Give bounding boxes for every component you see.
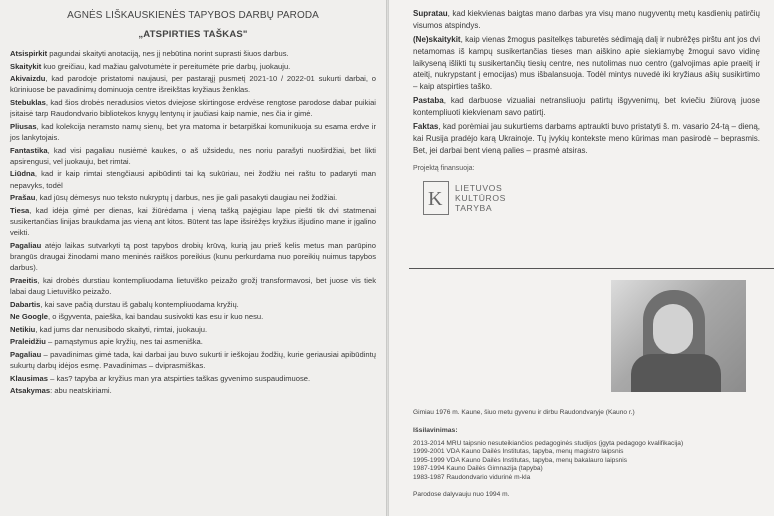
paragraph-term: Akivaizdu (10, 74, 46, 84)
artist-portrait (611, 280, 746, 392)
education-item: 1999-2001 VDA Kauno Dailės Institutas, tapyba, menų magistro laipsnis (413, 448, 624, 456)
paragraph-text: , kad kiekvienas baigtas mano darbas yra visų mano nugyventų metų kasdienių patirčių visumos atspindys. (413, 9, 760, 30)
paragraph-text: , kad parodoje pristatomi naujausi, per pastarąjį pusmetį 2021-10 / 2022-01 sukurti darbai, o kūriniuose be pavadinimų dominuoja centre išreikštas kryžiaus ženklas. (10, 74, 376, 95)
paragraph-text: , kai drobės durstiau kontempliuodama lietuviško peizažo grožį transformavosi, bet juose vis tiek labai daug Lietuviško peizažo. (10, 275, 376, 296)
exhibitions-since: Parodose dalyvauju nuo 1994 m. (413, 491, 510, 498)
paragraph-text: pagundai skaityti anotaciją, nes jį nebūtina norint suprasti šiuos darbus. (47, 49, 289, 58)
paragraph-term: Pliusas (10, 121, 37, 131)
paragraph (10, 145, 376, 167)
paragraph-term: Praeitis (10, 275, 38, 285)
education-item: 2013-2014 MRU taipsnio nesuteikiančios pedagoginės studijos (įgyta pedagogo kvalifikacija) (413, 440, 684, 447)
paragraph-text: , kad ir kaip rimtai stengčiausi apibūdinti tai ką sukūriau, nei žodžiu nei raštu to padaryti man nepavyks, todėl (10, 169, 376, 190)
education-title: Išsilavinimas: (413, 427, 458, 434)
paragraph-term: Stebuklas (10, 97, 46, 107)
bio-born: Gimiau 1976 m. Kaune, šiuo metu gyvenu ir dirbu Raudondvaryje (Kauno r.) (413, 409, 635, 416)
paragraph-term: Klausimas (10, 373, 48, 383)
right-sheet (389, 0, 774, 516)
paragraph (10, 121, 376, 143)
paragraph (10, 61, 376, 72)
paragraph (10, 275, 376, 297)
paragraph-term: Dabartis (10, 299, 41, 309)
paragraph-term: Ne Google (10, 312, 48, 322)
paragraph-text: , kad idėja gimė per dienas, kai žiūrėdama į vieną tašką pajėgiau lape piešti tik dvi statmenai susikertančias linijas braukdama jas vieną ant kitos. Būtent tas lape išsirėžęs kryžius išjudino mane ir įgalino veikti. (10, 205, 376, 238)
paragraph-term: Pastaba (413, 96, 444, 106)
left-text-body (10, 48, 376, 397)
paragraph-term: Netikiu (10, 324, 36, 334)
paragraph-text: , kad kolekcija neramsto namų sienų, bet yra matoma ir betarpiškai komunikuoja su esama erdve ir jos lankytojais. (10, 121, 376, 142)
paragraph (10, 73, 376, 95)
right-text-body (413, 8, 760, 157)
education-item: 1995-1999 VDA Kauno Dailės Institutas, tapyba, menų bakalauro laipsnis (413, 456, 628, 464)
culture-council-logo (423, 178, 760, 218)
paragraph-text: , kad jums dar nenusibodo skaityti, rimtai, juokauju. (35, 324, 208, 334)
paragraph (10, 192, 376, 203)
paragraph (413, 121, 760, 156)
paragraph (10, 97, 376, 119)
paragraph (10, 48, 376, 59)
paragraph (10, 240, 376, 274)
paragraph-text: – pamąstymus apie kryžių, nes tai asmeniška. (45, 337, 203, 347)
exhibition-subtitle: „ATSPIRTIES TAŠKAS" (138, 29, 248, 40)
paragraph (10, 324, 376, 335)
paragraph-term: (Ne)skaitykit (413, 34, 461, 44)
paragraph-term: Pagaliau (10, 240, 42, 250)
paragraph-term: Atsakymas (10, 386, 51, 396)
paragraph-text: kuo greičiau, kad mažiau galvotumėte ir pereitumėte prie darbų, juokauju. (41, 61, 291, 71)
paragraph-term: Skaitykit (10, 61, 42, 71)
paragraph-text: , kad šios drobės neradusios vietos dviejose skirtingose erdvėse rengtose parodose dabar puikiai įsitaisė tarp Raudondvario bibliotekos knygų lentynų ir jaučiasi kaip namie, nes čia ir gimė. (10, 97, 376, 119)
paragraph-text: , kad visi pagaliau nusiėmė kaukes, o aš užsidedu, nes noriu parašyti nuoširdžiai, bet likti apsirengusi, vel juokauju, bet rimtai. (10, 145, 376, 166)
paragraph (413, 95, 760, 119)
paragraph (10, 205, 376, 239)
paragraph-text: , kai save pačią durstau iš gabalų kontempliuodama kryžių. (40, 299, 239, 309)
paragraph (10, 299, 376, 310)
paragraph-text: , kaip vienas žmogus pasitelkęs taburetės sėdimąją dalį ir nubrėžęs pirštu ant jos dvi netamomas iš kampų susikertančias tieses man aiškino apie siekiamybę žmogui savo vidinę laikyseną išlikti tų susikertančių tiesių centre, nes nutolimas nuo centro (galvojimas apie praeitį ir ateitį, nukrypstant į emocijas) mus išbalansuoja. Todėl mintys nuvedė iki kryžiaus ašių susikirtimo – kaip atspirties taško. (413, 34, 760, 92)
paragraph-term: Faktas (413, 122, 439, 132)
paragraph (10, 336, 376, 347)
paragraph-term: Liūdna (10, 169, 35, 179)
paragraph-term: Atsispirkit (10, 49, 48, 58)
paragraph-text: , kad porėmiai jau sukurtiems darbams aptraukti buvo pristatyti š. m. vasario 24-tą – dieną, kai Rusija pradėjo karą Ukrainoje. Tų įvykių kontekste meno kūrimas man pasirodė – beprasmis. Bet, jei darbai bent vieną palies – prasmė atsiras. (413, 122, 760, 155)
paragraph (10, 385, 376, 396)
paragraph (10, 349, 376, 371)
exhibition-title: AGNĖS LIŠKAUSKIENĖS TAPYBOS DARBŲ PARODA (67, 10, 319, 21)
k-logo-icon: K (423, 181, 449, 215)
financed-label: Projektą finansuoja: (413, 164, 475, 172)
paragraph-term: Supratau (413, 9, 448, 18)
paragraph (10, 168, 376, 190)
education-item: 1987-1994 Kauno Dailės Gimnazija (tapyba) (413, 465, 543, 473)
paragraph-term: Fantastika (10, 145, 48, 155)
left-sheet (0, 0, 386, 516)
paragraph-text: , o išgyventa, paieška, kai bandau susivokti kas esu ir kuo nesu. (47, 312, 264, 322)
divider-line (409, 268, 774, 269)
paragraph-term: Prašau (10, 193, 36, 203)
paragraph (413, 8, 760, 32)
logo-text: LIETUVOS KULTŪROS TARYBA (455, 182, 506, 213)
paragraph-term: Pagaliau (10, 349, 42, 359)
paragraph-text: atėjo laikas sutvarkyti tą post tapybos drobių krūvą, kurią jau prieš kelis metus man parūpino brangūs draugai žinodami mano meninės raiškos poreikius (kunu perkurdama nuo poreikių nuimus tapybos darbus). (10, 240, 376, 273)
paragraph-text: – pavadinimas gimė tada, kai darbai jau buvo sukurti ir ieškojau žodžių, kurie geriausiai apibūdintų sukurtų darbų idėjos esmę. Pavadinimas – dviprasmiškas. (10, 349, 376, 371)
education-list (413, 440, 683, 482)
paragraph-term: Praleidžiu (10, 337, 46, 347)
paragraph-term: Tiesa (10, 205, 30, 215)
paragraph-text: , kad darbuose vizualiai netransliuoju patirtų išgyvenimų, bet kviečiu žiūrovą juose kontempliuoti kiekvienam savo patirtį. (413, 96, 760, 118)
paragraph-text: : abu neatskiriami. (50, 386, 112, 396)
paragraph-text: , kad jūsų dėmesys nuo teksto nukryptų į darbus, nes jie gali pasakyti daugiau nei žodžiai. (35, 193, 338, 203)
paragraph (413, 34, 760, 93)
paragraph (10, 311, 376, 322)
paragraph (10, 373, 376, 384)
education-item: 1983-1987 Raudondvario vidurinė m-kla (413, 473, 531, 481)
paragraph-text: – kas? tapyba ar kryžius man yra atspirties taškas gyvenimo suspaudimuose. (48, 373, 311, 383)
